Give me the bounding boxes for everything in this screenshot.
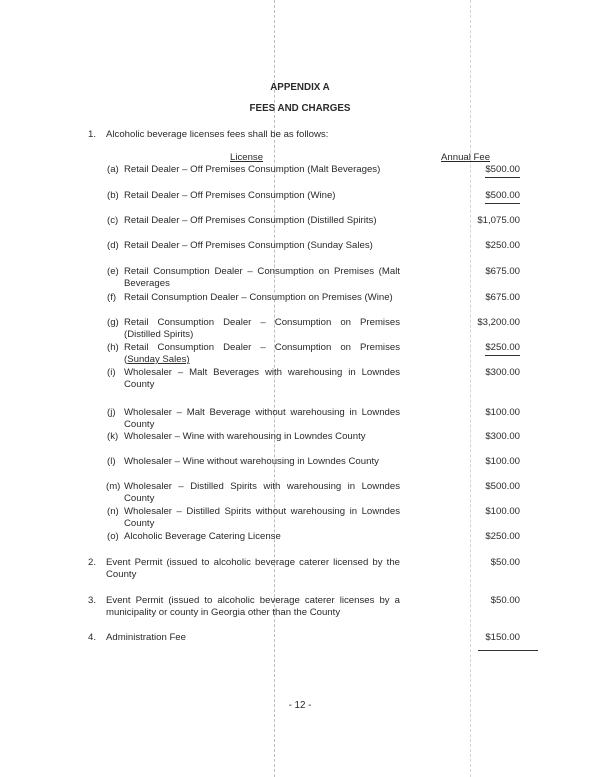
license-label: (i)	[107, 367, 116, 378]
license-fee: $675.00	[485, 292, 520, 303]
license-text: Wholesaler – Malt Beverage without warehousing in Lowndes County	[124, 407, 400, 430]
license-fee: $100.00	[485, 506, 520, 517]
license-text: Wholesaler – Malt Beverages with warehousing in Lowndes County	[124, 367, 400, 390]
license-label: (l)	[107, 456, 116, 467]
license-fee: $500.00	[485, 164, 520, 178]
license-label: (h)	[107, 342, 119, 353]
item-text: Event Permit (issued to alcoholic beverage caterer licenses by a municipality or county in Georgia other than the County	[106, 595, 400, 618]
license-text: Wholesaler – Wine with warehousing in Lowndes County	[124, 431, 366, 442]
license-text: Retail Dealer – Off Premises Consumption (Malt Beverages)	[124, 164, 381, 175]
page-subtitle: FEES AND CHARGES	[249, 103, 351, 114]
item-fee: $50.00	[490, 557, 520, 568]
license-text	[124, 342, 400, 366]
item-number: 1.	[88, 129, 97, 140]
license-text: Retail Dealer – Off Premises Consumption (Sunday Sales)	[124, 240, 373, 251]
license-label: (g)	[107, 317, 119, 328]
license-fee: $100.00	[485, 407, 520, 418]
handwritten-underline	[478, 650, 538, 651]
license-text: Wholesaler – Distilled Spirits without warehousing in Lowndes County	[124, 506, 400, 529]
license-text: Wholesaler – Distilled Spirits with warehousing in Lowndes County	[124, 481, 400, 504]
item-text: Event Permit (issued to alcoholic beverage caterer licensed by the County	[106, 557, 400, 580]
license-text: Wholesaler – Wine without warehousing in Lowndes County	[124, 456, 379, 467]
license-label: (k)	[107, 431, 119, 442]
license-text: Retail Consumption Dealer – Consumption on Premises (Distilled Spirits)	[124, 317, 400, 340]
item-fee: $50.00	[490, 595, 520, 606]
license-label: (n)	[107, 506, 119, 517]
license-label: (a)	[107, 164, 119, 175]
license-fee: $250.00	[485, 531, 520, 542]
item-number: 2.	[88, 557, 97, 568]
license-text: Alcoholic Beverage Catering License	[124, 531, 281, 542]
license-fee: $100.00	[485, 456, 520, 467]
license-fee: $1,075.00	[477, 215, 520, 226]
item-fee: $150.00	[485, 632, 520, 643]
license-fee: $500.00	[485, 481, 520, 492]
license-text: Retail Dealer – Off Premises Consumption (Distilled Spirits)	[124, 215, 377, 226]
license-text-underlined: Sunday Sales)	[127, 354, 190, 365]
item-number: 3.	[88, 595, 97, 606]
license-text-part: Retail Consumption Dealer – Consumption on Premises (	[124, 342, 400, 365]
page-title: APPENDIX A	[270, 82, 330, 93]
annual-fee-header: Annual Fee	[441, 152, 491, 163]
license-fee: $250.00	[485, 240, 520, 251]
license-label: (c)	[107, 215, 119, 226]
license-label: (e)	[107, 266, 119, 277]
license-label: (b)	[107, 190, 119, 201]
license-text: Retail Consumption Dealer – Consumption on Premises (Malt Beverages	[124, 266, 400, 289]
license-fee: $675.00	[485, 266, 520, 277]
item-text: Administration Fee	[106, 632, 186, 643]
license-label: (d)	[107, 240, 119, 251]
license-fee: $3,200.00	[477, 317, 520, 328]
license-text: Retail Dealer – Off Premises Consumption (Wine)	[124, 190, 336, 201]
license-header: License	[230, 152, 264, 163]
license-fee: $300.00	[485, 367, 520, 378]
item-number: 4.	[88, 632, 97, 643]
page-number: - 12 -	[288, 700, 312, 711]
license-fee: $250.00	[485, 342, 520, 356]
license-fee: $300.00	[485, 431, 520, 442]
license-label: (j)	[107, 407, 116, 418]
item-text: Alcoholic beverage licenses fees shall be as follows:	[106, 129, 329, 140]
scan-fold-line	[470, 0, 471, 777]
license-label: (m)	[106, 481, 121, 492]
license-fee: $500.00	[485, 190, 520, 204]
license-text: Retail Consumption Dealer – Consumption on Premises (Wine)	[124, 292, 393, 303]
license-label: (o)	[107, 531, 119, 542]
license-label: (f)	[107, 292, 117, 303]
